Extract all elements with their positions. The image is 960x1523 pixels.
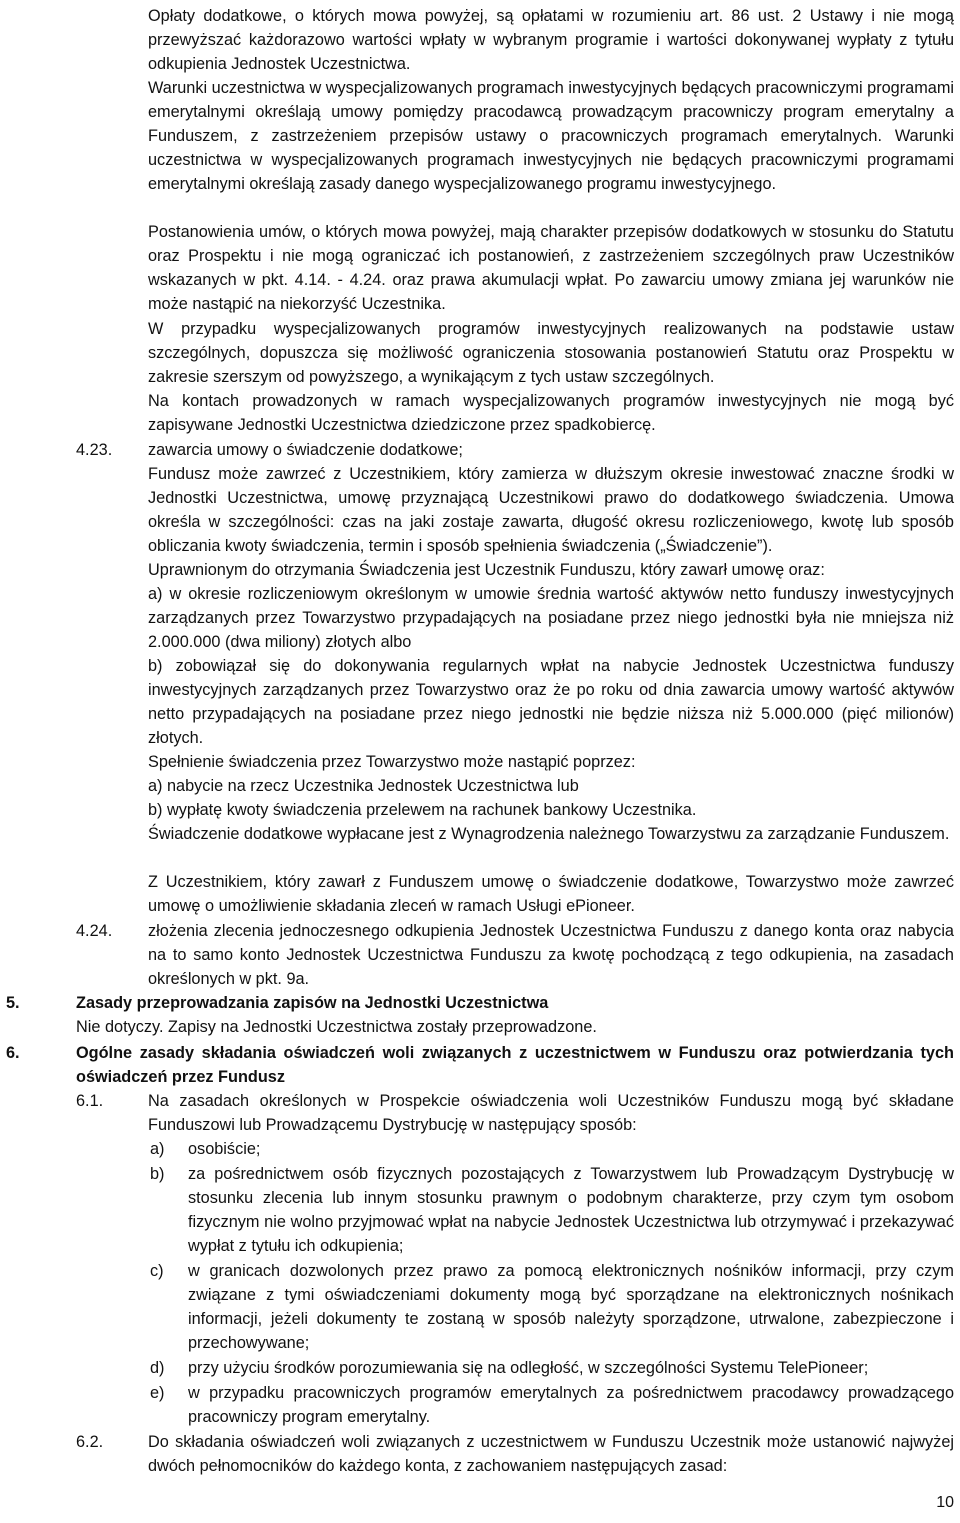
eligibility-option-a: a) w okresie rozliczeniowym określonym w umowie średnia wartość aktywów netto funduszy inwestycyjnych zarządzanych przez Towarzystwo przypadających na posiadane przez niego jednostki była nie mniejsza niż 2.000.000 (dwa miliony) złotych albo xyxy=(148,585,954,651)
section-5-title: Zasady przeprowadzania zapisów na Jednostki Uczestnictwa xyxy=(76,994,549,1012)
section-number-4-24: 4.24. xyxy=(76,922,113,940)
section-number-6: 6. xyxy=(6,1044,20,1062)
page-number: 10 xyxy=(936,1494,954,1511)
section-6-2-text: Do składania oświadczeń woli związanych z uczestnictwem w Funduszu Uczestnik może ustanowić najwyżej dwóch pełnomocników do każdego konta, z zachowaniem następujących zasad: xyxy=(148,1433,954,1475)
list-label-a: a) xyxy=(150,1140,165,1158)
list-item-c: w granicach dozwolonych przez prawo za pomocą elektronicznych nośników informacji, przy czym związane z tymi oświadczeniami dokumenty mogą być sporządzane na elektronicznych nośnikach informacji, jeżeli dokumenty te zostaną w sposób należyty sporządzone, utrwalone, zabezpieczone i przechowywane; xyxy=(188,1262,954,1352)
section-4-23-title: zawarcia umowy o świadczenie dodatkowe; xyxy=(148,441,463,459)
section-4-24-text: złożenia zlecenia jednoczesnego odkupienia Jednostek Uczestnictwa Funduszu z danego konta oraz nabycia na to samo konto Jednostek Uczestnictwa Funduszu za kwotę pochodzącą z tego odkupienia, na zasadach określonych w pkt. 9a. xyxy=(148,922,954,988)
payment-source-paragraph: Świadczenie dodatkowe wypłacane jest z Wynagrodzenia należnego Towarzystwu za zarządzanie Funduszem. xyxy=(148,825,950,843)
fulfilment-option-b: b) wypłatę kwoty świadczenia przelewem na rachunek bankowy Uczestnika. xyxy=(148,801,697,819)
list-item-e: w przypadku pracowniczych programów emerytalnych za pośrednictwem pracodawcy prowadzącego pracowniczy program emerytalny. xyxy=(188,1384,954,1426)
additional-benefit-paragraph: Fundusz może zawrzeć z Uczestnikiem, który zamierza w dłuższym okresie inwestować znaczne środki w Jednostki Uczestnictwa, umowę przyznającą Uczestnikowi prawo do dodatkowego świadczenia. Umowa określa w szczególności: czas na jaki zostaje zawarta, długość okresu rozliczeniowego, kwotę lub sposób obliczania kwoty świadczenia, termin i sposób spełnienia świadczenia („Świadczenie”). xyxy=(148,465,954,555)
section-number-6-1: 6.1. xyxy=(76,1092,104,1110)
list-label-e: e) xyxy=(150,1384,165,1402)
section-number-4-23: 4.23. xyxy=(76,441,113,459)
fees-paragraph: Opłaty dodatkowe, o których mowa powyżej, są opłatami w rozumieniu art. 86 ust. 2 Ustawy i nie mogą przewyższać każdorazowo wartości wpłaty w wybranym programie i wartości dokonywanej wypłaty z tytułu odkupienia Jednostek Uczestnictwa. xyxy=(148,7,954,73)
section-number-6-2: 6.2. xyxy=(76,1433,104,1451)
list-label-c: c) xyxy=(150,1262,164,1280)
conditions-paragraph: Warunki uczestnictwa w wyspecjalizowanych programach inwestycyjnych będących pracowniczymi programami emerytalnymi określają umowy pomiędzy pracodawcą prowadzącym pracowniczy program emerytalny a Funduszem, z zastrzeżeniem przepisów ustawy o pracowniczych programach emerytalnych. Warunki uczestnictwa w wyspecjalizowanych programach inwestycyjnych nie będących pracowniczymi programami emerytalnymi określają zasady danego wyspecjalizowanego programu inwestycyjnego. xyxy=(148,79,954,193)
section-6-title: Ogólne zasady składania oświadczeń woli związanych z uczestnictwem w Funduszu oraz potwierdzania tych oświadczeń przez Fundusz xyxy=(76,1044,954,1086)
fulfilment-paragraph: Spełnienie świadczenia przez Towarzystwo może nastąpić poprzez: xyxy=(148,753,636,771)
section-5-text: Nie dotyczy. Zapisy na Jednostki Uczestnictwa zostały przeprowadzone. xyxy=(76,1018,597,1036)
list-item-a: osobiście; xyxy=(188,1140,261,1158)
list-label-d: d) xyxy=(150,1359,165,1377)
section-6-1-text: Na zasadach określonych w Prospekcie oświadczenia woli Uczestników Funduszu mogą być składane Funduszowi lub Prowadzącemu Dystrybucję w następujący sposób: xyxy=(148,1092,954,1134)
special-acts-paragraph: W przypadku wyspecjalizowanych programów inwestycyjnych realizowanych na podstawie ustaw szczególnych, dopuszcza się możliwość ograniczenia stosowania postanowień Statutu oraz Prospektu w zakresie szerszym od powyższego, a wynikającym z tych ustaw szczególnych. xyxy=(148,320,954,386)
list-item-d: przy użyciu środków porozumiewania się na odległość, w szczególności Systemu TelePioneer; xyxy=(188,1359,869,1377)
epioneer-paragraph: Z Uczestnikiem, który zawarł z Funduszem umowę o świadczenie dodatkowe, Towarzystwo może zawrzeć umowę o umożliwienie składania zleceń w ramach Usługi ePioneer. xyxy=(148,873,954,915)
section-number-5: 5. xyxy=(6,994,20,1012)
list-item-b: za pośrednictwem osób fizycznych pozostających z Towarzystwem lub Prowadzącym Dystrybucję w stosunku zlecenia lub innym stosunku prawnym o podobnym charakterze, przy czym tym osobom fizycznym nie wolno przyjmować wpłat na nabycie Jednostek Uczestnictwa lub otrzymywać i przekazywać wypłat z tytułu ich odkupienia; xyxy=(188,1165,954,1255)
fulfilment-option-a: a) nabycie na rzecz Uczestnika Jednostek Uczestnictwa lub xyxy=(148,777,579,795)
inheritance-paragraph: Na kontach prowadzonych w ramach wyspecjalizowanych programów inwestycyjnych nie mogą być zapisywane Jednostki Uczestnictwa dziedziczone przez spadkobiercę. xyxy=(148,392,954,434)
eligibility-paragraph: Uprawnionym do otrzymania Świadczenia jest Uczestnik Funduszu, który zawarł umowę oraz: xyxy=(148,561,825,579)
agreements-paragraph: Postanowienia umów, o których mowa powyżej, mają charakter przepisów dodatkowych w stosunku do Statutu oraz Prospektu i nie mogą ograniczać ich postanowień, z zastrzeżeniem szczególnych praw Uczestników wskazanych w pkt. 4.14. - 4.24. oraz prawa akumulacji wpłat. Po zawarciu umowy zmiana jej warunków nie może nastąpić na niekorzyść Uczestnika. xyxy=(148,223,954,313)
eligibility-option-b: b) zobowiązał się do dokonywania regularnych wpłat na nabycie Jednostek Uczestnictwa funduszy inwestycyjnych zarządzanych przez Towarzystwo oraz że po roku od dnia zawarcia umowy wartość aktywów netto przypadających na posiadane przez niego jednostki nie będzie niższa niż 5.000.000 (pięć milionów) złotych. xyxy=(148,657,954,747)
list-label-b: b) xyxy=(150,1165,165,1183)
